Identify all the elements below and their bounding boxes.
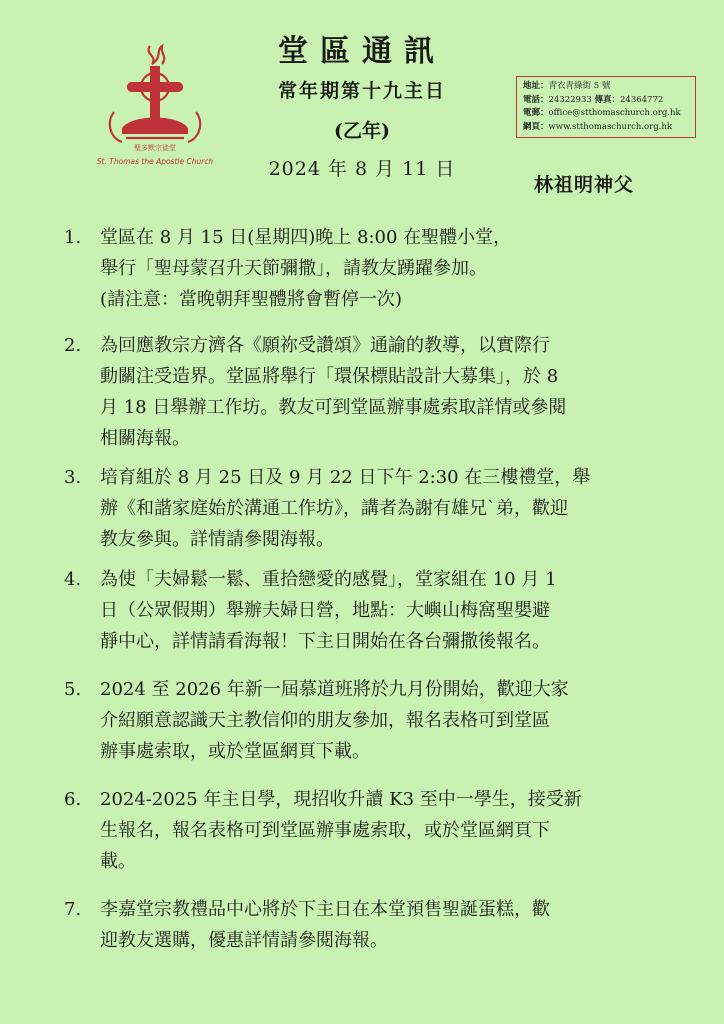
contact-box (516, 76, 696, 138)
item-number: 7. (64, 899, 82, 920)
item-line: 舉行「聖母蒙召升天節彌撒」，請教友踴躍參加。 (100, 258, 487, 279)
announcement-item (64, 674, 569, 767)
item-line: 動關注受造界。堂區將舉行「環保標貼設計大募集」，於 8 (100, 366, 559, 387)
priest-name: 林祖明神父 (534, 174, 635, 196)
address-value: 青衣青綠街 5 號 (548, 81, 611, 91)
item-line: 迎教友選購，優惠詳情請參閱海報。 (100, 930, 388, 951)
logo-chinese-text: 聖多默宗徒堂 (134, 144, 176, 152)
item-line: 堂區在 8 月 15 日(星期四)晚上 8:00 在聖體小堂， (100, 227, 512, 248)
logo-english-text: St. Thomas the Apostle Church (96, 157, 214, 166)
announcement-item (64, 222, 511, 315)
announcement-item (64, 894, 550, 956)
web-value: www.stthomaschurch.org.hk (548, 121, 672, 132)
announcement-item (64, 330, 566, 454)
contact-address-row (523, 80, 689, 94)
phone-value: 24322933 (548, 94, 592, 105)
item-line: 為使「夫婦鬆一鬆、重拾戀愛的感覺」，堂家組在 10 月 1 (100, 569, 557, 590)
item-line: 李嘉堂宗教禮品中心將於下主日在本堂預售聖誕蛋糕，歡 (100, 899, 550, 920)
item-line: 2024 至 2026 年新一屆慕道班將於九月份開始，歡迎大家 (100, 679, 569, 700)
item-number: 6. (64, 789, 82, 810)
item-number: 4. (64, 569, 82, 590)
contact-web-row (523, 121, 689, 135)
item-line: 月 18 日舉辦工作坊。教友可到堂區辦事處索取詳情或參閱 (100, 397, 567, 418)
announcement-item (64, 784, 582, 877)
email-value: office@stthomaschurch.org.hk (548, 108, 681, 118)
item-line: 載。 (100, 851, 136, 872)
item-line: 相關海報。 (100, 428, 190, 449)
item-line: 日（公眾假期）舉辦夫婦日營，地點：大嶼山梅窩聖嬰避 (100, 600, 550, 621)
item-line: 教友參與。詳情請參閱海報。 (100, 529, 334, 550)
announcement-item (64, 564, 557, 657)
item-line: 靜中心，詳情請看海報！下主日開始在各台彌撒後報名。 (100, 631, 550, 652)
item-line: 辦事處索取，或於堂區網頁下載。 (100, 741, 370, 762)
item-line: 培育組於 8 月 25 日及 9 月 22 日下午 2:30 在三樓禮堂，舉 (100, 467, 591, 488)
item-number: 5. (64, 679, 82, 700)
item-number: 2. (64, 335, 82, 356)
item-number: 1. (64, 227, 82, 248)
item-line: (請注意：當晚朝拜聖體將會暫停一次) (100, 289, 403, 310)
issue-date: 2024 年 8 月 11 日 (268, 158, 456, 180)
item-line: 為回應教宗方濟各《願祢受讚頌》通諭的教導，以實際行 (100, 335, 550, 356)
item-line: 2024-2025 年主日學，現招收升讀 K3 至中一學生，接受新 (100, 789, 582, 810)
item-line: 生報名，報名表格可到堂區辦事處索取，或於堂區網頁下 (100, 820, 550, 841)
item-line: 辦《和諧家庭始於溝通工作坊》，講者為謝有雄兄`弟，歡迎 (100, 498, 568, 519)
phone-label: 電話： (523, 94, 549, 105)
item-number: 3. (64, 467, 82, 488)
web-label: 網頁： (523, 121, 549, 132)
liturgical-sunday: 常年期第十九主日 (277, 80, 446, 102)
fax-value: 24364772 (620, 94, 664, 105)
item-line: 介紹願意認識天主教信仰的朋友參加，報名表格可到堂區 (100, 710, 550, 731)
announcement-item (64, 462, 590, 555)
address-label: 地址： (523, 81, 549, 91)
page-title: 堂區通訊 (278, 34, 446, 69)
email-label: 電郵： (523, 108, 549, 118)
contact-phone-row (523, 94, 689, 108)
liturgical-year: (乙年) (334, 120, 390, 142)
contact-email-row (523, 107, 689, 121)
fax-label: 傳真： (594, 94, 620, 105)
